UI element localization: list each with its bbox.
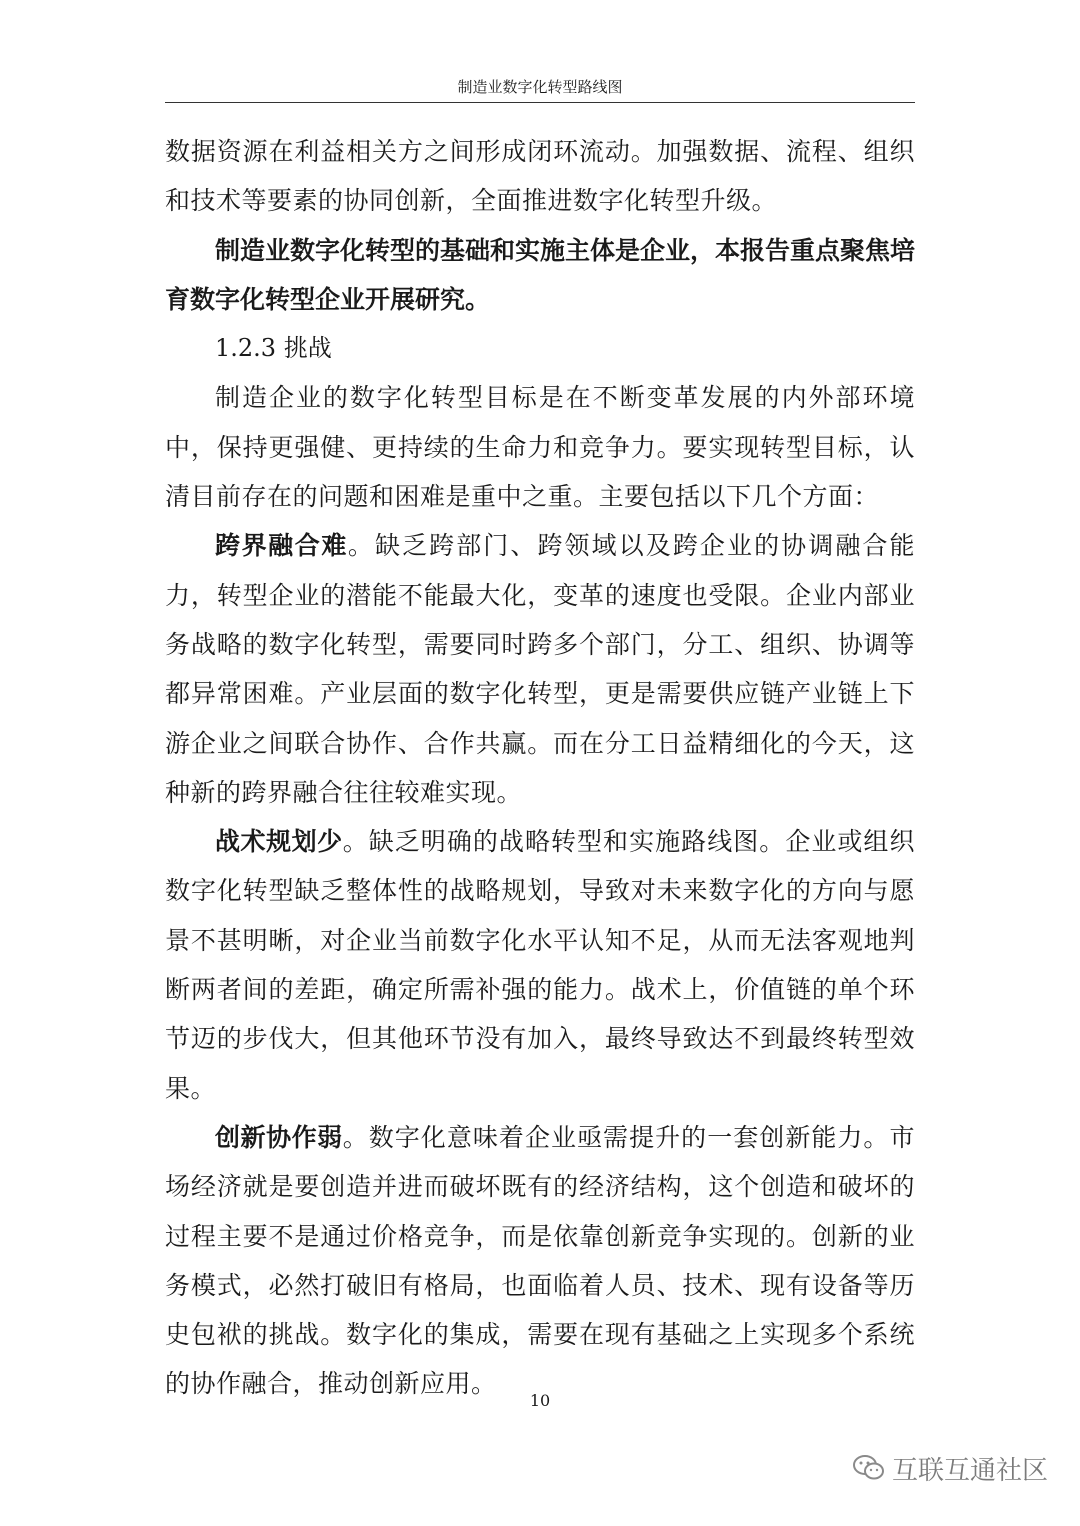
paragraph-2-bold: 制造业数字化转型的基础和实施主体是企业，本报告重点聚焦培育数字化转型企业开展研究。 xyxy=(165,235,916,314)
watermark-text: 互联互通社区 xyxy=(892,1455,1049,1486)
watermark xyxy=(852,1448,1048,1488)
header-title: 制造业数字化转型路线图 xyxy=(457,78,623,96)
paragraph-4 xyxy=(165,521,915,817)
running-header xyxy=(165,76,915,103)
page-body xyxy=(165,127,915,1409)
paragraph-3: 制造企业的数字化转型目标是在不断变革发展的内外部环境中，保持更强健、更持续的生命力和竞争力。要实现转型目标，认清目前存在的问题和困难是重中之重。主要包括以下几个方面： xyxy=(165,383,915,512)
section-heading: 1.2.3 挑战 xyxy=(215,334,332,363)
paragraph-4-lead: 跨界融合难 xyxy=(215,531,348,561)
paragraph-5-text: 。缺乏明确的战略转型和实施路线图。企业或组织数字化转型缺乏整体性的战略规划，导致对未来数字化的方向与愿景不甚明晰，对企业当前数字化水平认知不足，从而无法客观地判断两者间的差距，确定所需补强的能力。战术上，价值链的单个环节迈的步伐大，但其他环节没有加入，最终导致达不到最终转型效果。 xyxy=(165,827,915,1103)
paragraph-6-text: 。数字化意味着企业亟需提升的一套创新能力。市场经济就是要创造并进而破坏既有的经济结构，这个创造和破坏的过程主要不是通过价格竞争，而是依靠创新竞争实现的。创新的业务模式，必然打破旧有格局，也面临着人员、技术、现有设备等历史包袱的挑战。数字化的集成，需要在现有基础之上实现多个系统的协作融合，推动创新应用。 xyxy=(165,1122,915,1399)
paragraph-6 xyxy=(165,1113,915,1409)
wechat-icon xyxy=(852,1453,886,1483)
page-number: 10 xyxy=(529,1391,551,1410)
paragraph-1: 数据资源在利益相关方之间形成闭环流动。加强数据、流程、组织和技术等要素的协同创新，全面推进数字化转型升级。 xyxy=(165,137,915,216)
paragraph-6-lead: 创新协作弱 xyxy=(215,1122,343,1152)
paragraph-4-text: 。缺乏跨部门、跨领域以及跨企业的协调融合能力，转型企业的潜能不能最大化，变革的速度也受限。企业内部业务战略的数字化转型，需要同时跨多个部门，分工、组织、协调等都异常困难。产业层面的数字化转型，更是需要供应链产业链上下游企业之间联合协作、合作共赢。而在分工日益精细化的今天，这种新的跨界融合往往较难实现。 xyxy=(165,531,915,807)
paragraph-5 xyxy=(165,817,915,1113)
paragraph-5-lead: 战术规划少 xyxy=(215,827,343,857)
